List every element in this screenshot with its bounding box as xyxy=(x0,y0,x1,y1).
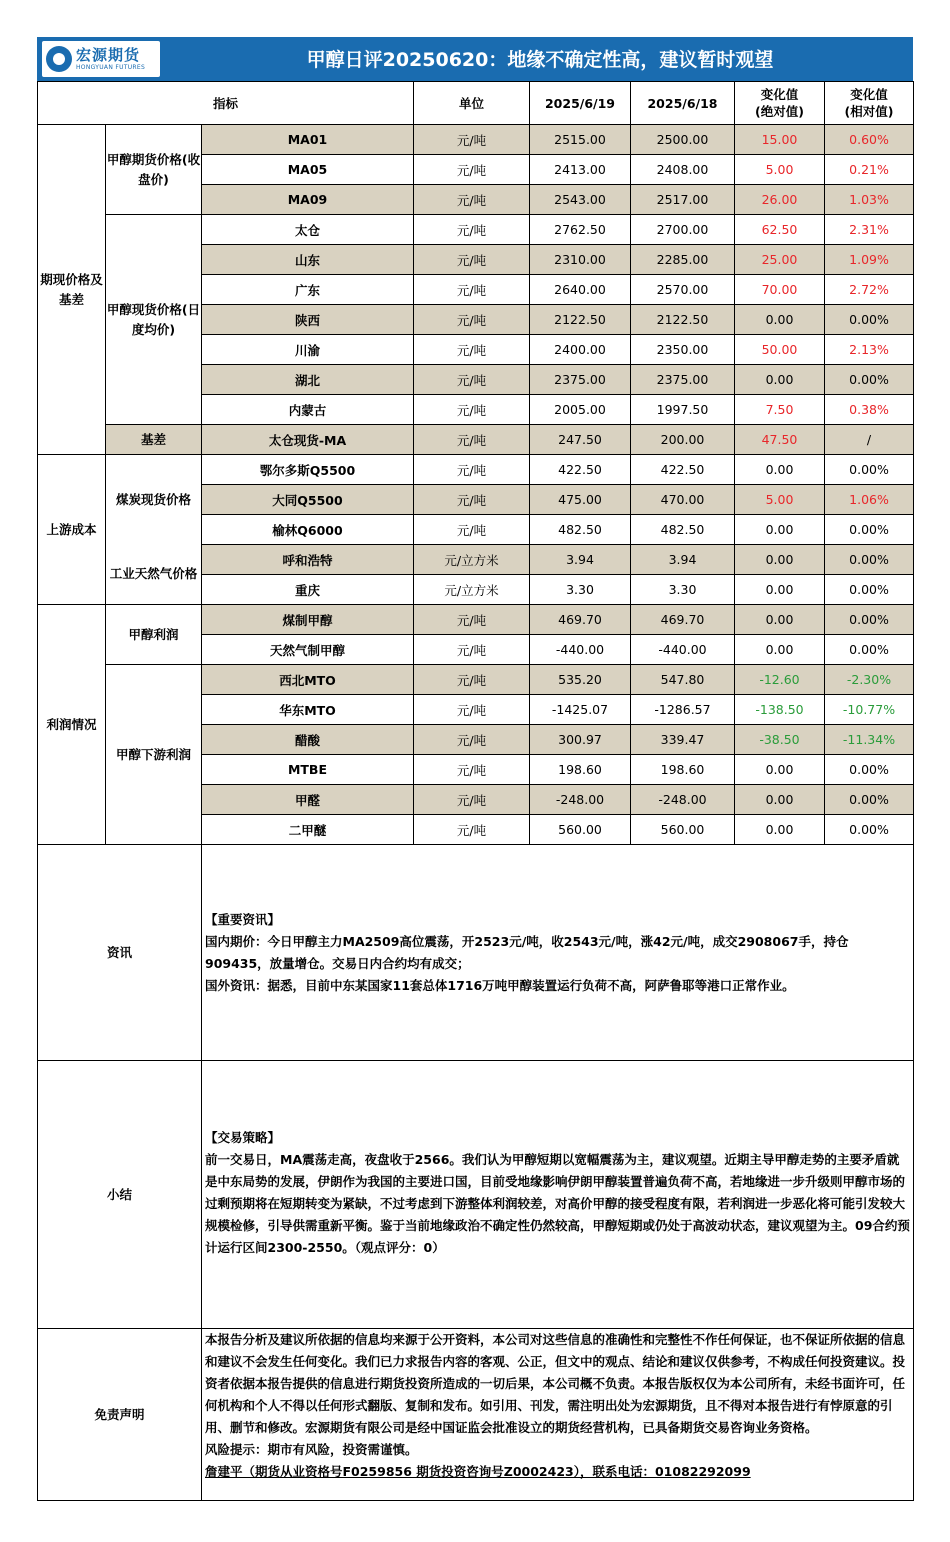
unit-cell: 元/吨 xyxy=(414,515,530,545)
unit-cell: 元/吨 xyxy=(414,785,530,815)
summary-content xyxy=(205,1127,910,1259)
value-date2: 547.80 xyxy=(631,665,735,695)
value-date1: 300.97 xyxy=(530,725,631,755)
summary-heading: 【交易策略】 xyxy=(205,1130,281,1145)
header-change-abs-line1: 变化值 xyxy=(760,87,799,102)
indicator-name: 太仓现货-MA xyxy=(202,425,414,455)
group-futures-price: 甲醇期货价格(收盘价) xyxy=(106,125,202,215)
change-abs: 62.50 xyxy=(735,215,825,245)
value-date1: 2122.50 xyxy=(530,305,631,335)
value-date2: 198.60 xyxy=(631,755,735,785)
unit-cell: 元/吨 xyxy=(414,635,530,665)
unit-cell: 元/吨 xyxy=(414,185,530,215)
value-date2: -1286.57 xyxy=(631,695,735,725)
info-cell xyxy=(202,845,914,1061)
change-rel: 0.00% xyxy=(825,755,914,785)
value-date1: -440.00 xyxy=(530,635,631,665)
unit-cell: 元/吨 xyxy=(414,665,530,695)
change-rel: 0.00% xyxy=(825,455,914,485)
value-date1: -248.00 xyxy=(530,785,631,815)
change-rel: 1.09% xyxy=(825,245,914,275)
unit-cell: 元/吨 xyxy=(414,335,530,365)
change-abs: 25.00 xyxy=(735,245,825,275)
value-date2: 470.00 xyxy=(631,485,735,515)
change-rel: -2.30% xyxy=(825,665,914,695)
info-overseas: 国外资讯：据悉，目前中东某国家11套总体1716万吨甲醇装置运行负荷不高，阿萨鲁耶等港口正常作业。 xyxy=(205,978,795,993)
info-row xyxy=(38,845,914,1061)
company-logo xyxy=(42,41,160,77)
change-abs: 70.00 xyxy=(735,275,825,305)
change-rel: 2.72% xyxy=(825,275,914,305)
change-rel: -11.34% xyxy=(825,725,914,755)
change-rel: 0.00% xyxy=(825,575,914,605)
value-date2: 560.00 xyxy=(631,815,735,845)
table-row xyxy=(38,665,914,695)
value-date1: 482.50 xyxy=(530,515,631,545)
indicator-name: 鄂尔多斯Q5500 xyxy=(202,455,414,485)
summary-cell xyxy=(202,1061,914,1329)
group-spot-price: 甲醇现货价格(日度均价) xyxy=(106,215,202,425)
table-header-row xyxy=(38,82,914,125)
change-abs: 5.00 xyxy=(735,485,825,515)
header-change-rel-line2: (相对值) xyxy=(844,104,894,119)
value-date2: 2350.00 xyxy=(631,335,735,365)
unit-cell: 元/吨 xyxy=(414,125,530,155)
indicator-name: 太仓 xyxy=(202,215,414,245)
value-date2: 200.00 xyxy=(631,425,735,455)
logo-subtext: HONGYUAN FUTURES xyxy=(76,64,146,71)
change-rel: 0.60% xyxy=(825,125,914,155)
unit-cell: 元/吨 xyxy=(414,605,530,635)
value-date1: 560.00 xyxy=(530,815,631,845)
indicator-name: 陕西 xyxy=(202,305,414,335)
unit-cell: 元/吨 xyxy=(414,725,530,755)
value-date2: -440.00 xyxy=(631,635,735,665)
unit-cell: 元/吨 xyxy=(414,425,530,455)
change-rel: 0.00% xyxy=(825,785,914,815)
unit-cell: 元/吨 xyxy=(414,305,530,335)
table-body xyxy=(38,125,914,845)
value-date1: 198.60 xyxy=(530,755,631,785)
change-rel: 0.00% xyxy=(825,365,914,395)
value-date2: 3.30 xyxy=(631,575,735,605)
value-date1: 3.94 xyxy=(530,545,631,575)
disclaimer-body: 本报告分析及建议所依据的信息均来源于公开资料，本公司对这些信息的准确性和完整性不作任何保证，也不保证所依据的信息和建议不会发生任何变化。我们已力求报告内容的客观、公正，但文中的观点、结论和建议仅供参考，不构成任何投资建议。投资者依据本报告提供的信息进行期货投资所造成的一切后果，本公司概不负责。本报告版权仅为本公司所有，未经书面许可，任何机构和个人不得以任何形式翻版、复制和发布。如引用、刊发，需注明出处为宏源期货，且不得对本报告进行有悖原意的引用、删节和修改。宏源期货有限公司是经中国证监会批准设立的期货经营机构，已具备期货交易咨询业务资格。 xyxy=(205,1332,906,1435)
disclaimer-row xyxy=(38,1329,914,1501)
change-abs: -12.60 xyxy=(735,665,825,695)
value-date1: 2400.00 xyxy=(530,335,631,365)
change-rel: 0.00% xyxy=(825,815,914,845)
unit-cell: 元/吨 xyxy=(414,215,530,245)
value-date2: 2408.00 xyxy=(631,155,735,185)
change-abs: 0.00 xyxy=(735,635,825,665)
report-sheet xyxy=(37,37,913,1501)
value-date1: 2762.50 xyxy=(530,215,631,245)
disclaimer-label: 免责声明 xyxy=(38,1329,202,1501)
value-date1: -1425.07 xyxy=(530,695,631,725)
value-date1: 469.70 xyxy=(530,605,631,635)
value-date2: 3.94 xyxy=(631,545,735,575)
header-change-rel xyxy=(825,82,914,125)
change-rel: 1.06% xyxy=(825,485,914,515)
unit-cell: 元/吨 xyxy=(414,245,530,275)
data-table xyxy=(37,81,914,1501)
indicator-name: 大同Q5500 xyxy=(202,485,414,515)
summary-row xyxy=(38,1061,914,1329)
value-date2: 2500.00 xyxy=(631,125,735,155)
value-date2: 482.50 xyxy=(631,515,735,545)
info-label: 资讯 xyxy=(38,845,202,1061)
header-indicator: 指标 xyxy=(38,82,414,125)
group-coal: 煤炭现货价格 xyxy=(106,455,202,545)
value-date2: 339.47 xyxy=(631,725,735,755)
change-rel: / xyxy=(825,425,914,455)
value-date2: -248.00 xyxy=(631,785,735,815)
indicator-name: 榆林Q6000 xyxy=(202,515,414,545)
change-rel: 0.00% xyxy=(825,305,914,335)
section-profit: 利润情况 xyxy=(38,605,106,845)
info-domestic: 国内期价：今日甲醇主力MA2509高位震荡，开2523元/吨，收2543元/吨，涨42元/吨，成交2908067手，持仓909435，放量增仓。交易日内合约均有成交； xyxy=(205,934,849,971)
value-date2: 2517.00 xyxy=(631,185,735,215)
indicator-name: MA01 xyxy=(202,125,414,155)
value-date1: 2515.00 xyxy=(530,125,631,155)
value-date1: 2640.00 xyxy=(530,275,631,305)
header-date1: 2025/6/19 xyxy=(530,82,631,125)
change-abs: 0.00 xyxy=(735,575,825,605)
change-abs: 7.50 xyxy=(735,395,825,425)
unit-cell: 元/立方米 xyxy=(414,545,530,575)
change-abs: -138.50 xyxy=(735,695,825,725)
indicator-name: 煤制甲醇 xyxy=(202,605,414,635)
change-rel: 0.00% xyxy=(825,515,914,545)
change-rel: 2.13% xyxy=(825,335,914,365)
change-abs: 0.00 xyxy=(735,605,825,635)
value-date1: 2413.00 xyxy=(530,155,631,185)
unit-cell: 元/吨 xyxy=(414,365,530,395)
change-abs: 0.00 xyxy=(735,305,825,335)
value-date1: 3.30 xyxy=(530,575,631,605)
info-heading: 【重要资讯】 xyxy=(205,912,281,927)
unit-cell: 元/吨 xyxy=(414,275,530,305)
change-rel: 1.03% xyxy=(825,185,914,215)
change-abs: -38.50 xyxy=(735,725,825,755)
value-date2: 2122.50 xyxy=(631,305,735,335)
indicator-name: 甲醛 xyxy=(202,785,414,815)
unit-cell: 元/吨 xyxy=(414,395,530,425)
value-date2: 2570.00 xyxy=(631,275,735,305)
table-row xyxy=(38,215,914,245)
change-rel: -10.77% xyxy=(825,695,914,725)
value-date1: 247.50 xyxy=(530,425,631,455)
group-downstream-profit: 甲醇下游利润 xyxy=(106,665,202,845)
indicator-name: 广东 xyxy=(202,275,414,305)
value-date1: 2543.00 xyxy=(530,185,631,215)
summary-label: 小结 xyxy=(38,1061,202,1329)
header-change-abs xyxy=(735,82,825,125)
unit-cell: 元/吨 xyxy=(414,695,530,725)
change-abs: 0.00 xyxy=(735,455,825,485)
section-upstream: 上游成本 xyxy=(38,455,106,605)
unit-cell: 元/吨 xyxy=(414,815,530,845)
unit-cell: 元/吨 xyxy=(414,485,530,515)
risk-note: 风险提示：期市有风险，投资需谨慎。 xyxy=(205,1442,418,1457)
change-rel: 2.31% xyxy=(825,215,914,245)
value-date2: 2285.00 xyxy=(631,245,735,275)
change-rel: 0.00% xyxy=(825,605,914,635)
change-abs: 0.00 xyxy=(735,755,825,785)
header-change-abs-line2: (绝对值) xyxy=(755,104,804,119)
unit-cell: 元/吨 xyxy=(414,755,530,785)
group-methanol-profit: 甲醇利润 xyxy=(106,605,202,665)
indicator-name: 西北MTO xyxy=(202,665,414,695)
indicator-name: 天然气制甲醇 xyxy=(202,635,414,665)
value-date1: 422.50 xyxy=(530,455,631,485)
value-date1: 2310.00 xyxy=(530,245,631,275)
change-abs: 26.00 xyxy=(735,185,825,215)
section-price-basis: 期现价格及基差 xyxy=(38,125,106,455)
indicator-name: 二甲醚 xyxy=(202,815,414,845)
report-title: 甲醇日评20250620：地缘不确定性高，建议暂时观望 xyxy=(306,49,774,71)
change-abs: 0.00 xyxy=(735,365,825,395)
change-abs: 50.00 xyxy=(735,335,825,365)
table-row xyxy=(38,425,914,455)
group-gas: 工业天然气价格 xyxy=(106,545,202,605)
info-content xyxy=(205,909,910,997)
value-date1: 2005.00 xyxy=(530,395,631,425)
unit-cell: 元/立方米 xyxy=(414,575,530,605)
indicator-name: 山东 xyxy=(202,245,414,275)
table-row xyxy=(38,125,914,155)
table-row xyxy=(38,455,914,485)
value-date2: 469.70 xyxy=(631,605,735,635)
header-date2: 2025/6/18 xyxy=(631,82,735,125)
disclaimer-content xyxy=(205,1329,910,1483)
indicator-name: MA05 xyxy=(202,155,414,185)
indicator-name: MA09 xyxy=(202,185,414,215)
table-row xyxy=(38,545,914,575)
change-rel: 0.00% xyxy=(825,545,914,575)
change-abs: 0.00 xyxy=(735,515,825,545)
change-abs: 47.50 xyxy=(735,425,825,455)
value-date1: 2375.00 xyxy=(530,365,631,395)
value-date2: 1997.50 xyxy=(631,395,735,425)
change-abs: 0.00 xyxy=(735,545,825,575)
logo-mark-icon xyxy=(46,46,72,72)
indicator-name: 华东MTO xyxy=(202,695,414,725)
indicator-name: 重庆 xyxy=(202,575,414,605)
summary-body: 前一交易日，MA震荡走高，夜盘收于2566。我们认为甲醇短期以宽幅震荡为主，建议观望。近期主导甲醇走势的主要矛盾就是中东局势的发展，伊朗作为我国的主要进口国，目前受地缘影响伊朗甲醇装置普遍负荷不高，若地缘进一步升级则甲醇市场的过剩预期将在短期转变为紧缺，不过考虑到下游整体利润较差，对高价甲醇的接受程度有限，若利润进一步恶化将可能引发较大规模检修，引导供需重新平衡。鉴于当前地缘政治不确定性仍然较高，甲醇短期或仍处于高波动状态，建议观望为主。09合约预计运行区间2300-2550。（观点评分：0） xyxy=(205,1152,910,1255)
change-abs: 5.00 xyxy=(735,155,825,185)
table-row xyxy=(38,605,914,635)
report-header xyxy=(37,37,913,81)
analyst-contact: 詹建平（期货从业资格号F0259856 期货投资咨询号Z0002423），联系电话：01082292099 xyxy=(205,1464,751,1479)
disclaimer-cell xyxy=(202,1329,914,1501)
value-date1: 475.00 xyxy=(530,485,631,515)
change-rel: 0.21% xyxy=(825,155,914,185)
unit-cell: 元/吨 xyxy=(414,455,530,485)
indicator-name: 川渝 xyxy=(202,335,414,365)
value-date2: 422.50 xyxy=(631,455,735,485)
header-unit: 单位 xyxy=(414,82,530,125)
change-abs: 0.00 xyxy=(735,815,825,845)
change-rel: 0.38% xyxy=(825,395,914,425)
change-abs: 0.00 xyxy=(735,785,825,815)
value-date1: 535.20 xyxy=(530,665,631,695)
change-abs: 15.00 xyxy=(735,125,825,155)
indicator-name: 呼和浩特 xyxy=(202,545,414,575)
value-date2: 2375.00 xyxy=(631,365,735,395)
indicator-name: MTBE xyxy=(202,755,414,785)
change-rel: 0.00% xyxy=(825,635,914,665)
indicator-name: 内蒙古 xyxy=(202,395,414,425)
unit-cell: 元/吨 xyxy=(414,155,530,185)
value-date2: 2700.00 xyxy=(631,215,735,245)
indicator-name: 醋酸 xyxy=(202,725,414,755)
indicator-name: 湖北 xyxy=(202,365,414,395)
group-basis: 基差 xyxy=(106,425,202,455)
logo-text: 宏源期货 xyxy=(76,46,141,64)
header-change-rel-line1: 变化值 xyxy=(850,87,888,102)
